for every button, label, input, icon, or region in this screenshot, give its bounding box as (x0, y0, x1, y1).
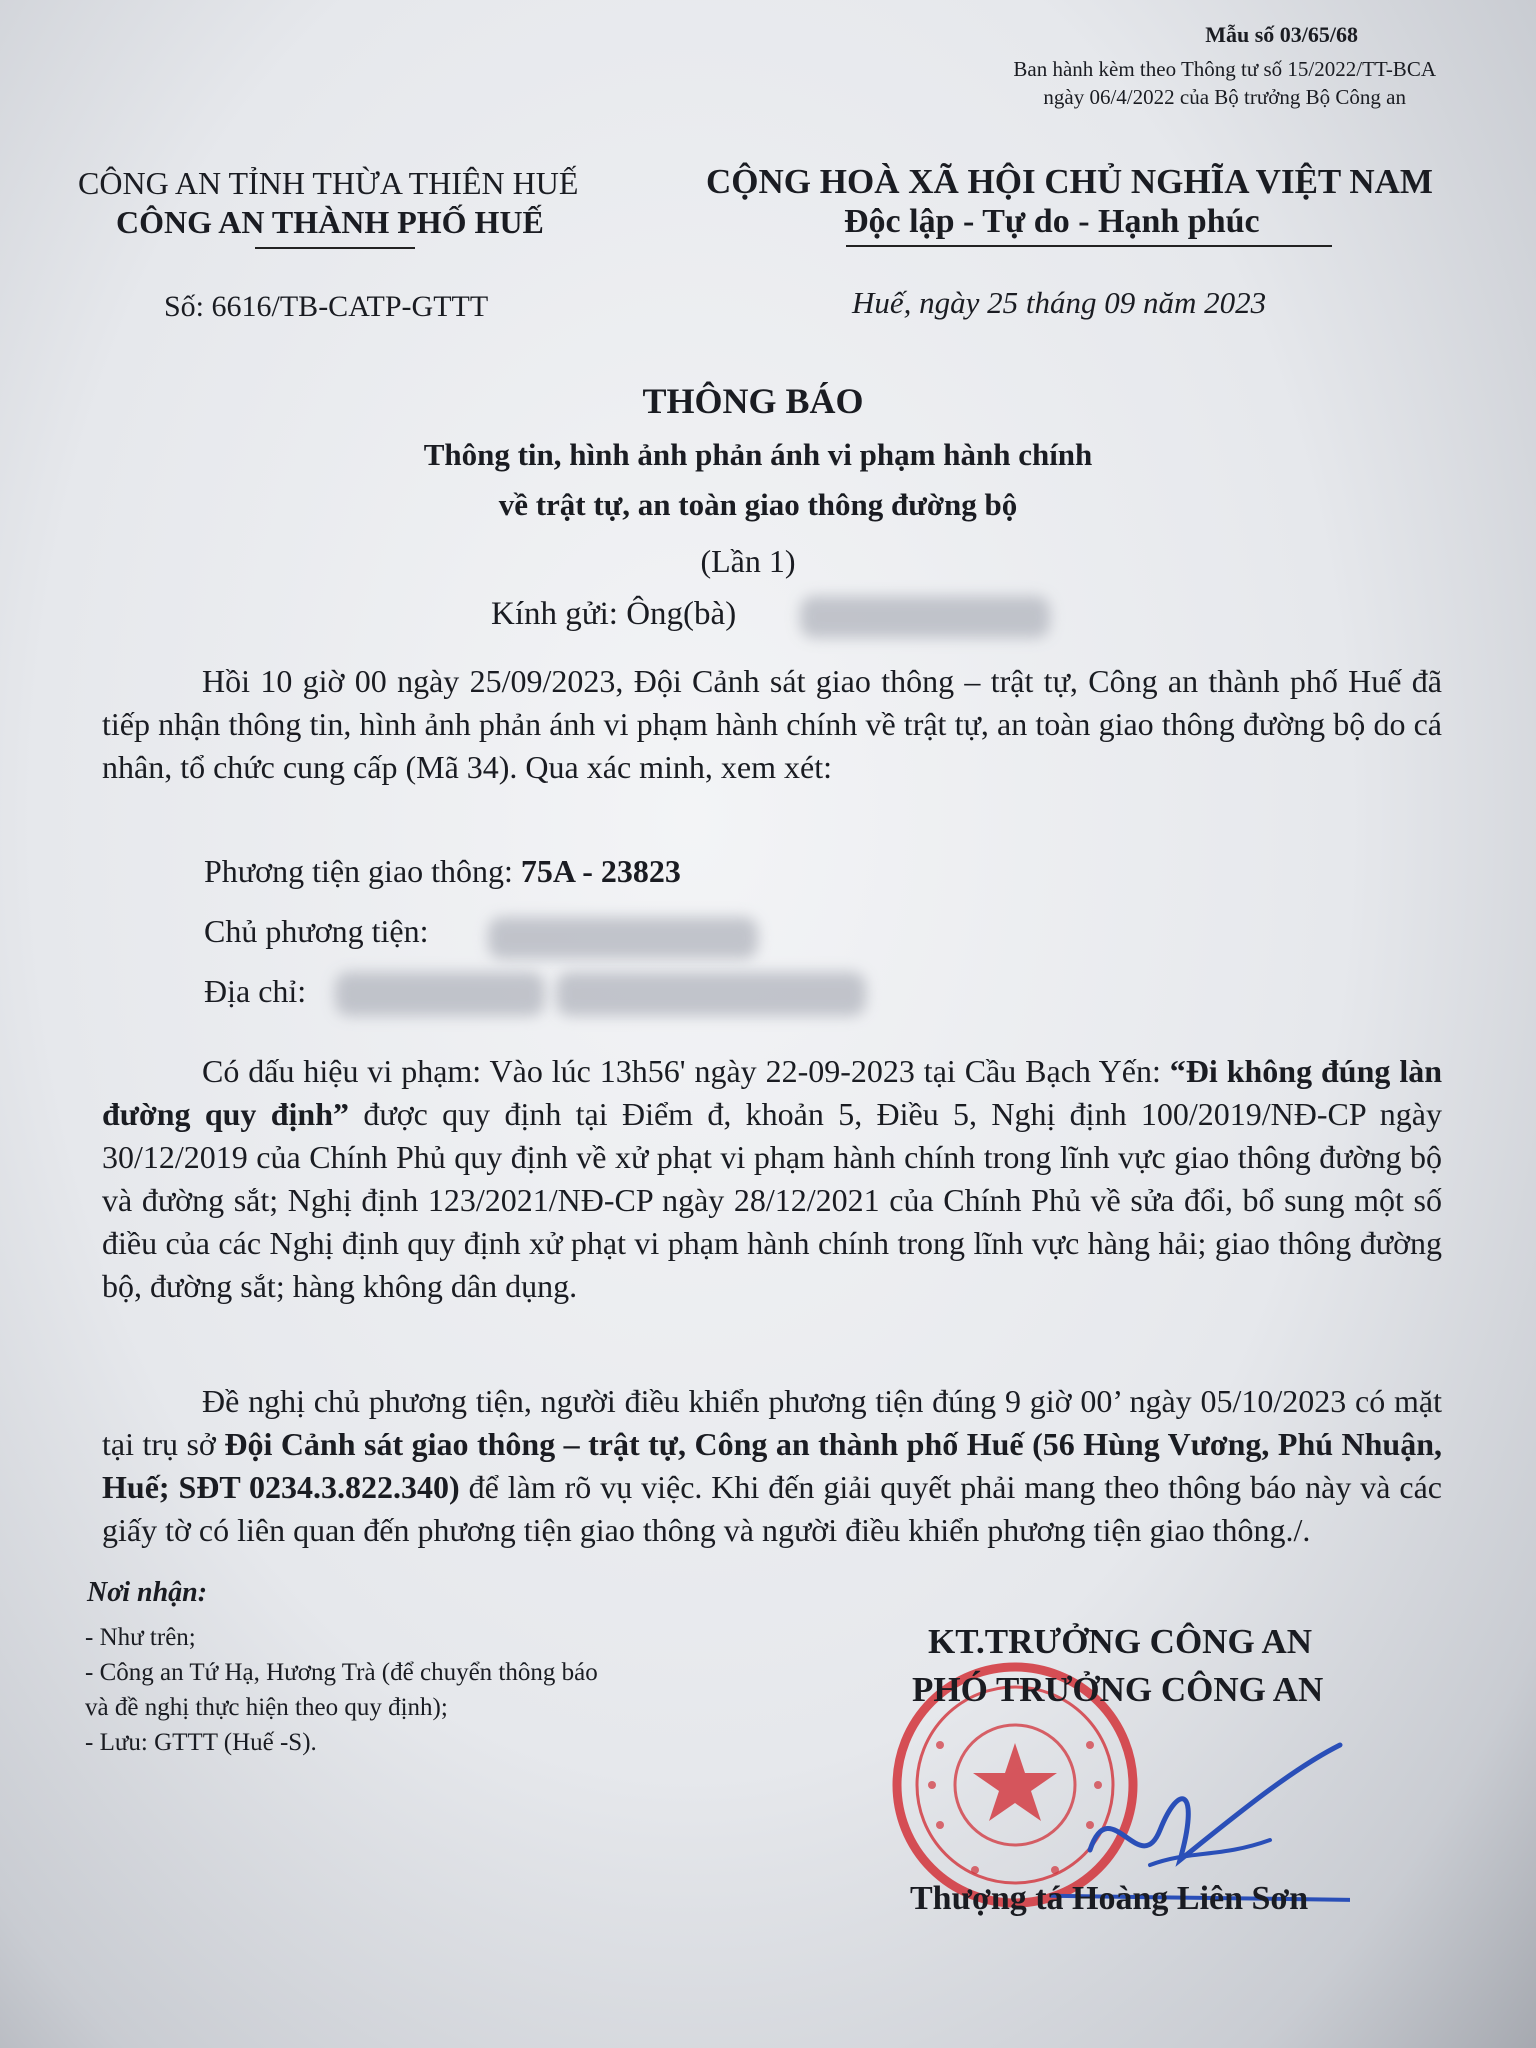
document-subtitle-1: Thông tin, hình ảnh phản ánh vi phạm hành chính (423, 437, 1093, 472)
address-label: Địa chỉ: (204, 973, 307, 1009)
paragraph-intro: Hồi 10 giờ 00 ngày 25/09/2023, Đội Cảnh sát giao thông – trật tự, Công an thành phố Huế đã tiếp nhận thông tin, hình ảnh phản ánh vi phạm hành chính về trật tự, an toàn giao thông đường bộ do cá nhân, tổ chức cung cấp (Mã 34). Qua xác minh, xem xét: (102, 663, 1442, 785)
document-number: Số: 6616/TB-CATP-GTTT (164, 290, 489, 323)
recipient-item: - Lưu: GTTT (Huế -S). (85, 1729, 317, 1756)
signature-title-1: KT.TRƯỞNG CÔNG AN (928, 1622, 1313, 1661)
recipients-title: Nơi nhận: (87, 1577, 208, 1608)
attempt-number: (Lần 1) (700, 543, 796, 579)
redacted-recipient-name (800, 596, 1050, 638)
recipient-item: và đề nghị thực hiện theo quy định); (85, 1694, 448, 1721)
vehicle-row (204, 853, 681, 890)
agency-name: CÔNG AN THÀNH PHỐ HUẾ (116, 204, 544, 240)
agency-underline (255, 247, 415, 249)
violation-name: “Đi không đúng làn đường quy định” (102, 1053, 1443, 1132)
redacted-address-1 (335, 972, 545, 1016)
form-note (1013, 55, 1436, 111)
owner-row (204, 913, 428, 950)
nation-title: CỘNG HOÀ XÃ HỘI CHỦ NGHĨA VIỆT NAM (706, 162, 1433, 201)
vehicle-plate: 75A - 23823 (520, 853, 681, 889)
violation-intro: Có dấu hiệu vi phạm: Vào lúc 13h56' ngày 22-09-2023 tại Cầu Bạch Yến: (202, 1053, 1170, 1089)
address-row (204, 973, 306, 1010)
redacted-owner-name (488, 917, 758, 959)
vehicle-label: Phương tiện giao thông: (204, 853, 521, 889)
nation-motto: Độc lập - Tự do - Hạnh phúc (844, 203, 1260, 240)
redacted-address-2 (556, 972, 866, 1016)
agency-parent: CÔNG AN TỈNH THỪA THIÊN HUẾ (78, 165, 579, 201)
paragraph-request (102, 1380, 1442, 1552)
document-title: THÔNG BÁO (642, 381, 864, 421)
request-place: Đội Cảnh sát giao thông – trật tự, Công an thành phố Huế (56 Hùng Vương, Phú Nhuận, Huế; SĐT 0234.3.822.340) (102, 1426, 1443, 1505)
form-note-line-1: Ban hành kèm theo Thông tư số 15/2022/TT-BCA (1013, 57, 1436, 81)
recipient-label: Kính gửi: Ông(bà) (491, 596, 737, 632)
motto-underline (846, 245, 1332, 247)
document-date: Huế, ngày 25 tháng 09 năm 2023 (852, 285, 1267, 320)
signer-name: Thượng tá Hoàng Liên Sơn (910, 1880, 1309, 1917)
signature-title-2: PHÓ TRƯỞNG CÔNG AN (912, 1670, 1324, 1709)
recipient-item: - Công an Tứ Hạ, Hương Trà (để chuyển thông báo (85, 1659, 598, 1686)
owner-label: Chủ phương tiện: (204, 913, 429, 949)
form-code: Mẫu số 03/65/68 (1205, 22, 1358, 47)
document-subtitle-2: về trật tự, an toàn giao thông đường bộ (498, 487, 1018, 522)
violation-legal-basis: được quy định tại Điểm đ, khoản 5, Điều 5, Nghị định 100/2019/NĐ-CP ngày 30/12/2019 của Chính Phủ quy định về xử phạt vi phạm hành chính trong lĩnh vực giao thông đường bộ và đường sắt; Nghị định 123/2021/NĐ-CP ngày 28/12/2021 của Chính Phủ về sửa đổi, bổ sung một số điều của các Nghị định quy định xử phạt vi phạm hành chính trong lĩnh vực hàng hải; giao thông đường bộ, đường sắt; hàng không dân dụng. (102, 1096, 1443, 1304)
paragraph-violation (102, 1050, 1442, 1308)
request-details: để làm rõ vụ việc. Khi đến giải quyết phải mang theo thông báo này và các giấy tờ có liên quan đến phương tiện giao thông và người điều khiển phương tiện giao thông./. (102, 1469, 1443, 1548)
request-intro: Đề nghị chủ phương tiện, người điều khiển phương tiện đúng 9 giờ 00’ ngày 05/10/2023 có mặt tại trụ sở (102, 1383, 1442, 1462)
form-note-line-2: ngày 06/4/2022 của Bộ trưởng Bộ Công an (1043, 85, 1406, 109)
recipient-item: - Như trên; (85, 1624, 196, 1651)
